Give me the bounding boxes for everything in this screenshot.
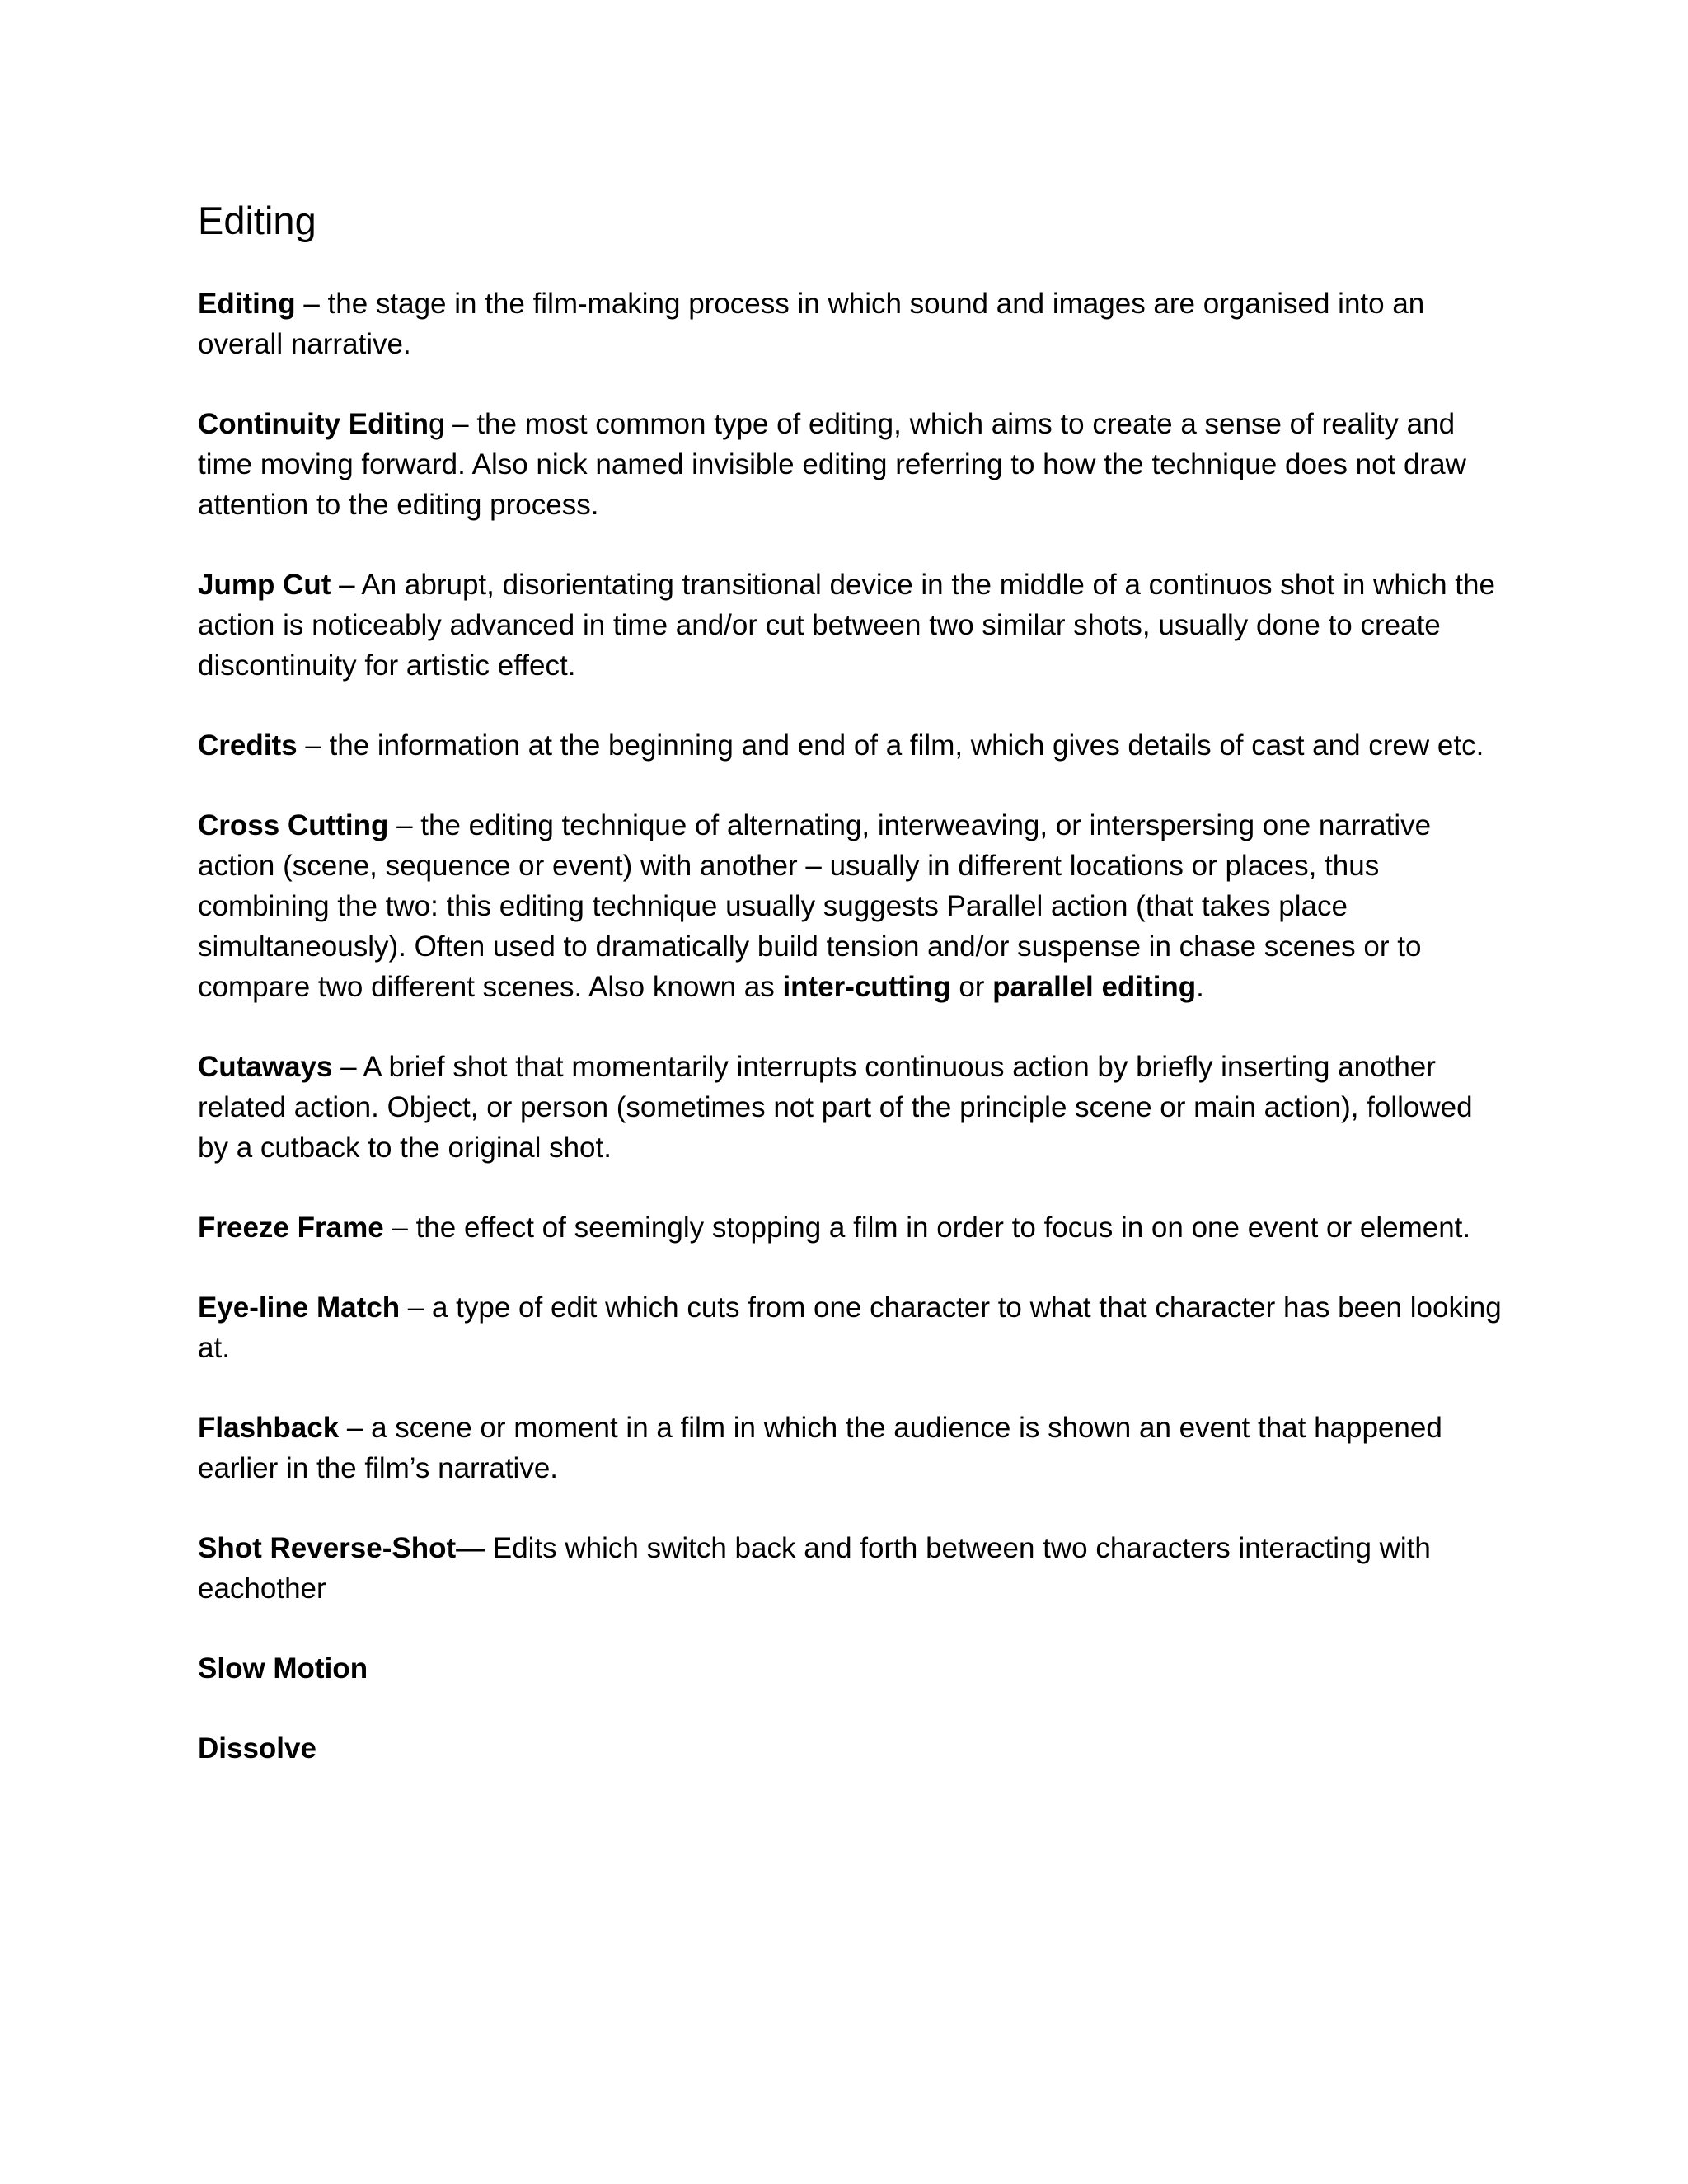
glossary-definition: – a scene or moment in a film in which the audience is shown an event that happened earlier in the film’s narrative. bbox=[198, 1412, 1442, 1485]
glossary-entry-continuity-editing bbox=[198, 404, 1508, 525]
glossary-term: Eye-line Match bbox=[198, 1291, 401, 1324]
glossary-entry-flashback bbox=[198, 1408, 1508, 1488]
glossary-term: Slow Motion bbox=[198, 1652, 368, 1685]
glossary-term: Flashback bbox=[198, 1412, 340, 1445]
glossary-entry-jump-cut bbox=[198, 565, 1508, 686]
glossary-term: Jump Cut bbox=[198, 569, 331, 602]
glossary-entry-editing bbox=[198, 284, 1508, 364]
glossary-term: Editing bbox=[198, 288, 296, 321]
glossary-keyword: inter-cutting bbox=[782, 971, 951, 1004]
glossary-entry-credits bbox=[198, 725, 1508, 766]
glossary-entry-cutaways bbox=[198, 1047, 1508, 1168]
glossary-entry-dissolve bbox=[198, 1728, 1508, 1769]
glossary-entry-cross-cutting bbox=[198, 805, 1508, 1007]
glossary-term: Credits bbox=[198, 729, 298, 762]
glossary-definition: – the stage in the film-making process in which sound and images are organised into an overall narrative. bbox=[198, 288, 1425, 361]
glossary-definition: – the effect of seemingly stopping a film in order to focus in on one event or element. bbox=[383, 1212, 1471, 1244]
glossary-entry-shot-reverse-shot bbox=[198, 1528, 1508, 1609]
glossary-term: Freeze Frame bbox=[198, 1212, 384, 1244]
glossary-term: Continuity Editin bbox=[198, 408, 429, 441]
glossary-term: Dissolve bbox=[198, 1732, 316, 1765]
glossary-definition: – A brief shot that momentarily interrupts continuous action by briefly inserting another related action. Object, or person (sometimes not part of the principle scene or main action), followed by a cutback to the original shot. bbox=[198, 1051, 1473, 1165]
glossary-term: Cross Cutting bbox=[198, 809, 389, 842]
glossary-connector: or bbox=[950, 971, 993, 1004]
glossary-definition: – the editing technique of alternating, interweaving, or interspersing one narrative action (scene, sequence or event) with another – usually in different locations or places, thus combining the two: this editing technique usually suggests Parallel action (that takes place simultaneously). Often used to dramatically build tension and/or suspense in chase scenes or to compare two different scenes. Also known as bbox=[198, 809, 1432, 1004]
glossary-entry-eye-line-match bbox=[198, 1287, 1508, 1368]
glossary-definition: – An abrupt, disorientating transitional device in the middle of a continuos shot in which the action is noticeably advanced in time and/or cut between two similar shots, usually done to create discontinuity for artistic effect. bbox=[198, 569, 1495, 682]
glossary-term: Cutaways bbox=[198, 1051, 333, 1084]
glossary-definition: Edits which switch back and forth between two characters interacting with eachother bbox=[198, 1532, 1431, 1605]
page-title: Editing bbox=[198, 199, 316, 242]
glossary-end-punct: . bbox=[1196, 971, 1204, 1004]
glossary-entry-slow-motion bbox=[198, 1648, 1508, 1689]
glossary-entry-freeze-frame bbox=[198, 1207, 1508, 1248]
glossary-definition: – a type of edit which cuts from one character to what that character has been looking at. bbox=[198, 1291, 1502, 1365]
document-body bbox=[198, 198, 1508, 1808]
glossary-keyword: parallel editing bbox=[992, 971, 1197, 1004]
glossary-definition: – the most common type of editing, which aims to create a sense of reality and time moving forward. Also nick named invisible editing referring to how the technique does not draw attention to the editing process. bbox=[198, 408, 1466, 522]
glossary-definition: – the information at the beginning and end of a film, which gives details of cast and crew etc. bbox=[297, 729, 1484, 762]
glossary-term-tail: g bbox=[428, 408, 445, 441]
glossary-term: Shot Reverse-Shot— bbox=[198, 1532, 485, 1565]
